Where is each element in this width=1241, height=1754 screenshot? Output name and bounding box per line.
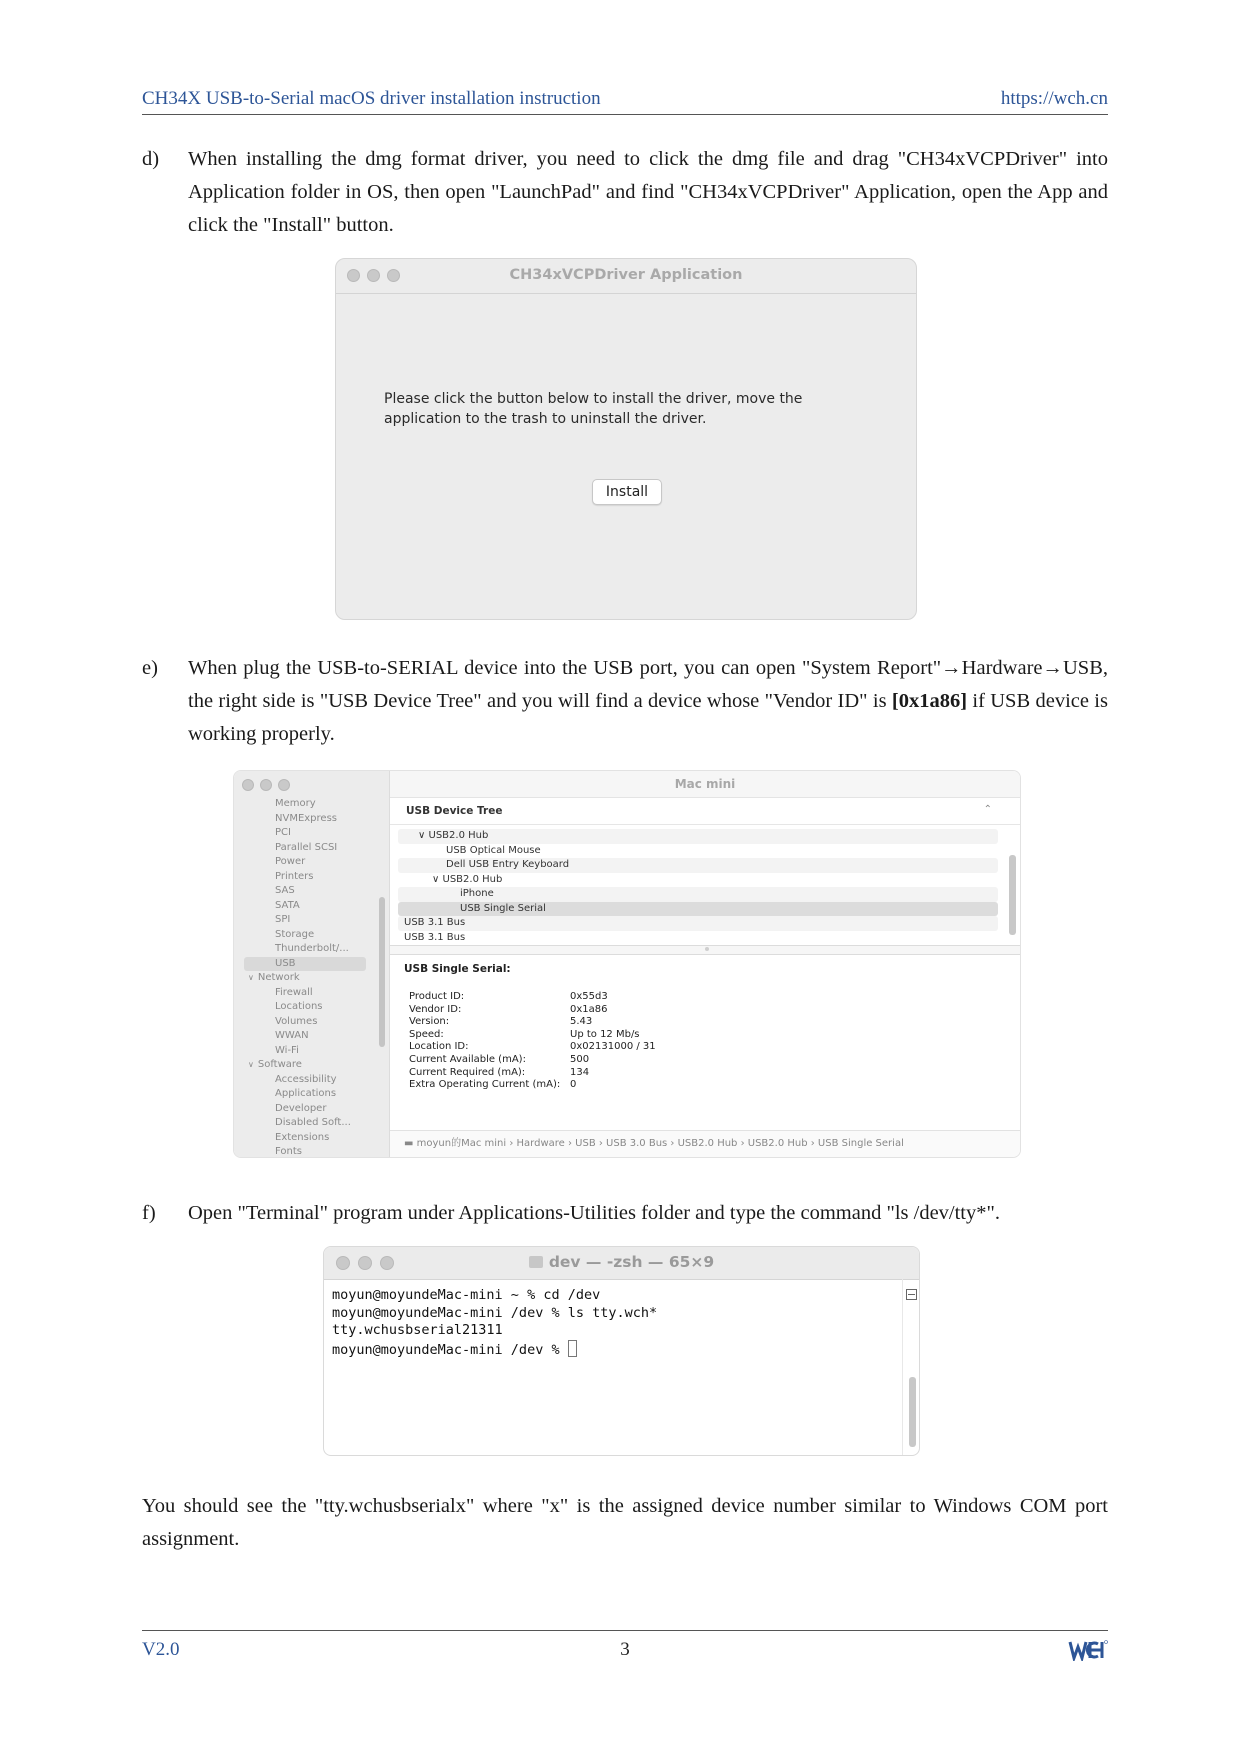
property-value: Up to 12 Mb/s — [570, 1028, 640, 1040]
tree-scrollbar[interactable] — [1009, 855, 1016, 935]
installer-window — [335, 258, 917, 620]
property-value: 0x1a86 — [570, 1003, 608, 1015]
property-key: Location ID: — [409, 1041, 469, 1053]
sidebar-item[interactable]: Firewall — [275, 986, 313, 998]
terminal-prompt: moyun@moyundeMac-mini /dev % — [332, 1341, 568, 1358]
tree-row[interactable]: iPhone — [398, 887, 998, 902]
property-value: 134 — [570, 1066, 590, 1078]
property-row — [409, 1029, 829, 1042]
sidebar-scrollbar[interactable] — [379, 897, 385, 1047]
sidebar-list — [234, 797, 384, 1158]
step-text: Open "Terminal" program under Applications-Utilities folder and type the command "ls /dev/tty*". — [188, 1202, 1000, 1224]
property-row — [409, 1079, 829, 1092]
sidebar-item[interactable]: Applications — [275, 1088, 337, 1099]
terminal-line: moyun@moyundeMac-mini /dev % ls tty.wch* — [332, 1304, 658, 1321]
sidebar-item[interactable]: Volumes — [275, 1015, 318, 1027]
close-dot-icon[interactable] — [242, 779, 254, 791]
vendor-id-highlight: [0x1a86] — [891, 690, 968, 712]
sidebar-item[interactable]: WWAN — [275, 1030, 309, 1041]
property-key: Vendor ID: — [409, 1003, 462, 1015]
tree-row[interactable]: USB Single Serial — [398, 902, 998, 917]
terminal-output[interactable] — [332, 1287, 657, 1359]
sidebar-item[interactable]: PCI — [275, 827, 291, 838]
doc-title: CH34X USB-to-Serial macOS driver installation instruction — [142, 88, 601, 109]
property-value: 500 — [570, 1053, 590, 1065]
computer-icon: ▬ — [404, 1138, 414, 1149]
step-f — [142, 1197, 1108, 1230]
zoom-dot-icon[interactable] — [278, 779, 290, 791]
sidebar-item[interactable]: Fonts — [275, 1146, 302, 1157]
property-value: 0 — [570, 1079, 577, 1091]
install-message: Please click the button below to install the driver, move the application to the trash to uninstall the driver. — [384, 391, 803, 427]
device-properties — [409, 991, 829, 1092]
property-value: 0x55d3 — [570, 991, 608, 1002]
sidebar-item[interactable]: Wi-Fi — [275, 1044, 299, 1056]
version: V2.0 — [142, 1639, 180, 1660]
terminal-line: moyun@moyundeMac-mini ~ % cd /dev — [332, 1287, 601, 1303]
install-button[interactable]: Install — [592, 479, 662, 505]
step-label: d) — [142, 148, 160, 170]
property-row — [409, 1067, 829, 1080]
sidebar-item[interactable]: Disabled Soft... — [275, 1117, 351, 1128]
breadcrumb — [390, 1130, 1020, 1157]
terminal-line — [332, 1340, 657, 1360]
sidebar-item[interactable]: ∨ Network — [234, 971, 384, 986]
tree-row[interactable]: USB Optical Mouse — [446, 844, 541, 856]
page-header — [142, 86, 1108, 115]
page-number: 3 — [620, 1639, 630, 1660]
property-row — [409, 1016, 829, 1029]
property-value: 0x02131000 / 31 — [570, 1041, 656, 1053]
sidebar-item[interactable]: SPI — [275, 914, 291, 925]
tree-row[interactable]: ∨ USB2.0 Hub — [398, 829, 998, 844]
terminal-scrollbar[interactable] — [909, 1377, 916, 1447]
window-title: Mac mini — [390, 771, 1020, 798]
tree-title: USB Device Tree — [406, 805, 503, 817]
breadcrumb-text: moyun的Mac mini › Hardware › USB › USB 3.0 Bus › USB2.0 Hub › USB2.0 Hub › USB Single Serial — [416, 1138, 904, 1149]
sidebar-item[interactable]: SAS — [275, 885, 295, 896]
step-text-part: if USB device is working properly. — [188, 690, 1108, 745]
folder-icon — [529, 1256, 543, 1268]
system-report-window — [233, 770, 1021, 1158]
sidebar-item[interactable]: Extensions — [275, 1131, 330, 1143]
property-row — [409, 991, 829, 1004]
step-d — [142, 143, 1108, 242]
sidebar-item[interactable]: NVMExpress — [275, 812, 337, 824]
collapse-chevron-icon[interactable]: ⌃ — [983, 804, 992, 815]
sidebar-item[interactable]: ∨ Software — [234, 1058, 384, 1073]
property-key: Version: — [409, 1016, 450, 1028]
usb-device-tree — [398, 829, 998, 945]
tree-row[interactable]: USB 3.1 Bus — [404, 931, 466, 943]
step-label: f) — [142, 1202, 156, 1224]
tree-row[interactable]: Dell USB Entry Keyboard — [398, 858, 998, 873]
sidebar-item[interactable]: Locations — [275, 1001, 323, 1012]
property-key: Speed: — [409, 1028, 444, 1040]
sidebar-item[interactable]: Printers — [275, 870, 314, 882]
property-key: Extra Operating Current (mA): — [409, 1079, 561, 1091]
sidebar-item[interactable]: Thunderbolt/... — [275, 943, 349, 954]
detail-title: USB Single Serial: — [404, 963, 511, 975]
page-footer — [142, 1630, 1108, 1660]
window-title: CH34xVCPDriver Application — [509, 267, 743, 283]
terminal-title: dev — -zsh — 65×9 — [548, 1253, 715, 1271]
step-e — [142, 652, 1108, 751]
step-label: e) — [142, 657, 158, 679]
sidebar — [234, 771, 390, 1157]
minimize-dot-icon[interactable] — [260, 779, 272, 791]
sidebar-item[interactable]: Storage — [275, 928, 315, 940]
sidebar-item[interactable]: Accessibility — [275, 1073, 337, 1085]
split-divider[interactable] — [390, 945, 1020, 955]
terminal-window — [323, 1246, 920, 1456]
property-row — [409, 1054, 829, 1067]
property-key: Current Required (mA): — [409, 1066, 526, 1078]
sidebar-item[interactable]: Parallel SCSI — [275, 841, 338, 853]
property-row — [409, 1004, 829, 1017]
terminal-line: tty.wchusbserial21311 — [332, 1322, 503, 1338]
window-titlebar — [324, 1247, 919, 1280]
sidebar-item[interactable]: SATA — [275, 899, 300, 911]
property-key: Current Available (mA): — [409, 1053, 526, 1065]
sidebar-item[interactable]: Power — [275, 856, 306, 867]
step-text-part: When plug the USB-to-SERIAL device into the USB port, you can open "System Report"→Hardware→USB, the right side is "USB Device Tree" and you will find a device whose "Vendor ID" is — [188, 657, 1108, 712]
sidebar-item[interactable]: Memory — [275, 798, 316, 809]
window-titlebar — [336, 259, 916, 294]
sidebar-item[interactable]: USB — [244, 957, 366, 972]
step-text — [188, 652, 1108, 751]
tree-row[interactable]: ∨ USB2.0 Hub — [432, 873, 503, 885]
header-url: https://wch.cn — [1000, 88, 1108, 109]
tree-row[interactable]: USB 3.1 Bus — [398, 916, 998, 931]
step-text: When installing the dmg format driver, you need to click the dmg file and drag "CH34xVCPDriver" into Application folder in OS, then open "LaunchPad" and find "CH34xVCPDriver" Application, open the App and click the "Install" button. — [188, 148, 1108, 236]
property-value: 5.43 — [570, 1016, 593, 1028]
marks-icon[interactable] — [906, 1289, 917, 1300]
sidebar-item[interactable]: Developer — [275, 1102, 327, 1114]
property-key: Product ID: — [409, 991, 465, 1002]
wch-logo-icon — [1068, 1639, 1108, 1661]
property-row — [409, 1041, 829, 1054]
tree-header — [390, 798, 1020, 825]
text-cursor — [568, 1340, 577, 1357]
window-title — [324, 1253, 919, 1271]
report-main — [390, 771, 1020, 1157]
closing-paragraph: You should see the "tty.wchusbserialx" where "x" is the assigned device number similar to Windows COM port assignment. — [142, 1495, 1108, 1550]
